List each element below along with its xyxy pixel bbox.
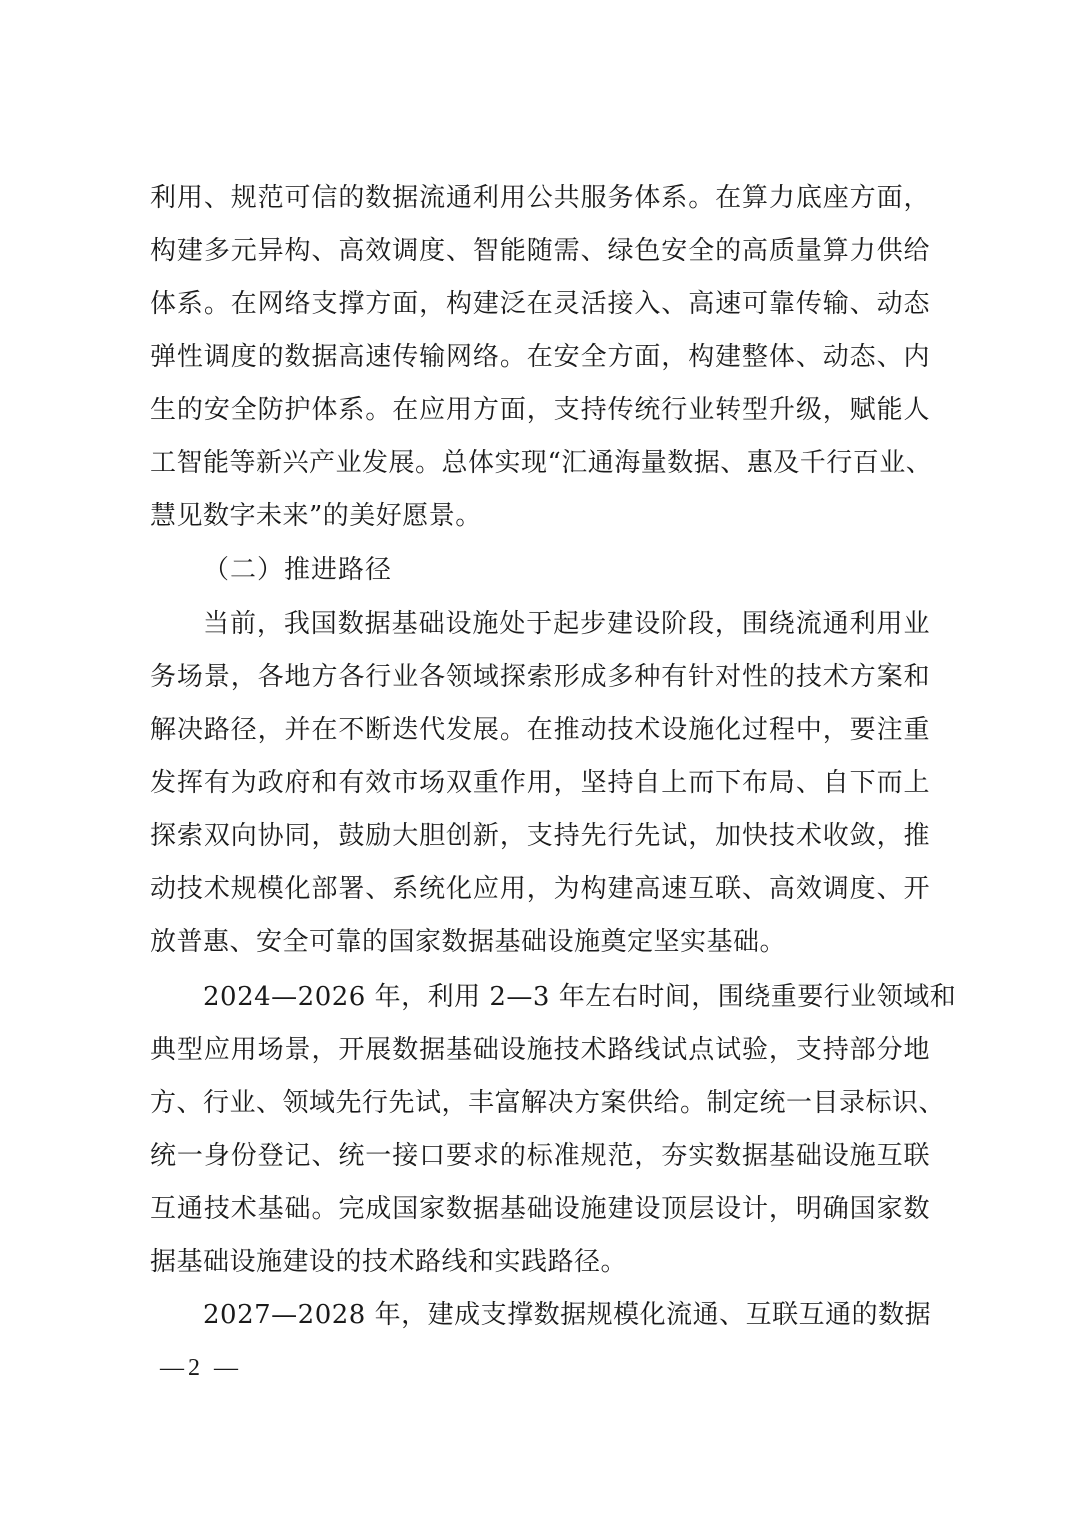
- body-text-line: 2027—2028 年，建成支撑数据规模化流通、互联互通的数据: [203, 1300, 932, 1330]
- body-text-line: 务场景，各地方各行业各领域探索形成多种有针对性的技术方案和: [150, 662, 930, 692]
- body-text-line: 构建多元异构、高效调度、智能随需、绿色安全的高质量算力供给: [150, 236, 930, 266]
- body-text-line: 动技术规模化部署、系统化应用，为构建高速互联、高效调度、开: [150, 874, 930, 904]
- body-text-line: 生的安全防护体系。在应用方面，支持传统行业转型升级，赋能人: [150, 395, 930, 425]
- body-text-line: 慧见数字未来”的美好愿景。: [150, 501, 482, 531]
- body-text-line: 当前，我国数据基础设施处于起步建设阶段，围绕流通利用业: [203, 609, 930, 639]
- body-text-line: 统一身份登记、统一接口要求的标准规范，夯实数据基础设施互联: [150, 1141, 930, 1171]
- body-text-line: 发挥有为政府和有效市场双重作用，坚持自上而下布局、自下而上: [150, 768, 930, 798]
- body-text-line: 据基础设施建设的技术路线和实践路径。: [150, 1247, 628, 1277]
- body-text-line: 解决路径，并在不断迭代发展。在推动技术设施化过程中，要注重: [150, 715, 930, 745]
- body-text-line: 方、行业、领域先行先试，丰富解决方案供给。制定统一目录标识、: [150, 1088, 946, 1118]
- page-number: —2 —: [160, 1355, 242, 1381]
- body-text-line: 体系。在网络支撑方面，构建泛在灵活接入、高速可靠传输、动态: [150, 289, 930, 319]
- body-text-line: 利用、规范可信的数据流通利用公共服务体系。在算力底座方面，: [150, 183, 930, 213]
- body-text-line: 工智能等新兴产业发展。总体实现“汇通海量数据、惠及千行百业、: [150, 448, 933, 478]
- section-heading: （二）推进路径: [203, 555, 393, 585]
- body-text-line: 互通技术基础。完成国家数据基础设施建设顶层设计，明确国家数: [150, 1194, 930, 1224]
- body-text-line: 探索双向协同，鼓励大胆创新，支持先行先试，加快技术收敛，推: [150, 821, 930, 851]
- body-text-line: 放普惠、安全可靠的国家数据基础设施奠定坚实基础。: [150, 927, 787, 957]
- body-text-line: 弹性调度的数据高速传输网络。在安全方面，构建整体、动态、内: [150, 342, 930, 372]
- body-text-line: 2024—2026 年，利用 2—3 年左右时间，围绕重要行业领域和: [203, 982, 957, 1012]
- body-text-line: 典型应用场景，开展数据基础设施技术路线试点试验，支持部分地: [150, 1035, 930, 1065]
